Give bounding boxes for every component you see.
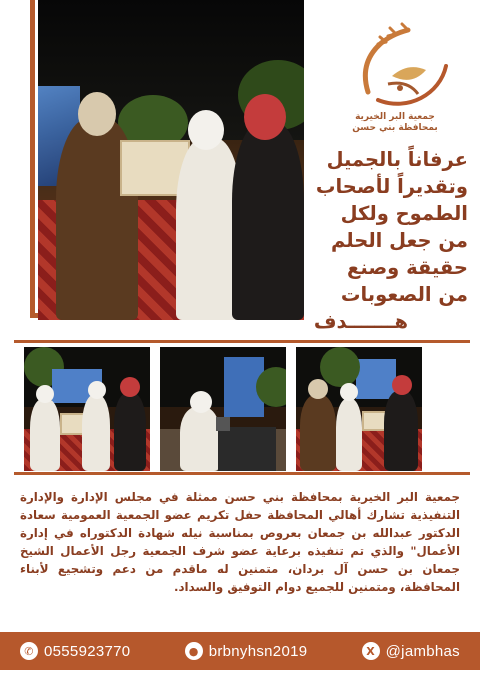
organization-name-line1: جمعية البر الخيرية — [355, 112, 435, 122]
whatsapp-icon: ✆ — [20, 642, 38, 660]
thumbnail-photo-2 — [160, 347, 286, 471]
snapchat-contact[interactable] — [185, 642, 308, 660]
slogan-line: وتقديراً لأصحاب — [315, 175, 468, 198]
main-photo — [38, 0, 304, 320]
slogan-line: من الصعوبات — [340, 283, 468, 306]
announcement-text: جمعية البر الخيرية بمحافظة بني حسن ممثلة في مجلس الإدارة والإدارة التنفيذية تشارك أهالي المحافظة حفل تكريم عضو الجمعية العمومية سعادة الدكتور عبدالله بن جمعان بعروص بمناسبة نيله شهادة الدكتوراه في إدارة الأعمال" والذي تم تنفيذه برعاية عضو شرف الجمعية رجل الأعمال الشيخ جمعان بن حسن آل بردان، متمنين له ماقدم من دعم وتشجيع لأبناء المحافظة، ومتمنين للجميع دوام التوفيق والسداد. — [20, 490, 460, 594]
organization-name-line2: بمحافظة بني حسن — [352, 123, 438, 133]
slogan — [308, 146, 468, 335]
slogan-line: حقيقة وصنع — [347, 256, 468, 279]
whatsapp-number: 0555923770 — [44, 642, 131, 660]
slogan-line: الطموح ولكل — [340, 202, 468, 225]
snapchat-icon: ● — [185, 642, 203, 660]
slogan-line: من جعل الحلم — [331, 229, 468, 252]
thumbnail-photo-3 — [296, 347, 422, 471]
thumbnail-photo-1 — [24, 347, 150, 471]
x-contact[interactable] — [362, 642, 460, 660]
bottom-margin — [0, 672, 480, 680]
snapchat-handle: brbnyhsn2019 — [208, 642, 308, 660]
slogan-line: عرفاناً بالجميل — [326, 148, 468, 171]
organization-name — [320, 112, 470, 134]
slogan-line: هـــــــدف — [313, 310, 408, 333]
x-handle: @jambhas — [385, 642, 460, 660]
contact-bar — [0, 632, 480, 670]
x-icon: X — [362, 642, 380, 660]
whatsapp-contact[interactable] — [20, 642, 130, 660]
